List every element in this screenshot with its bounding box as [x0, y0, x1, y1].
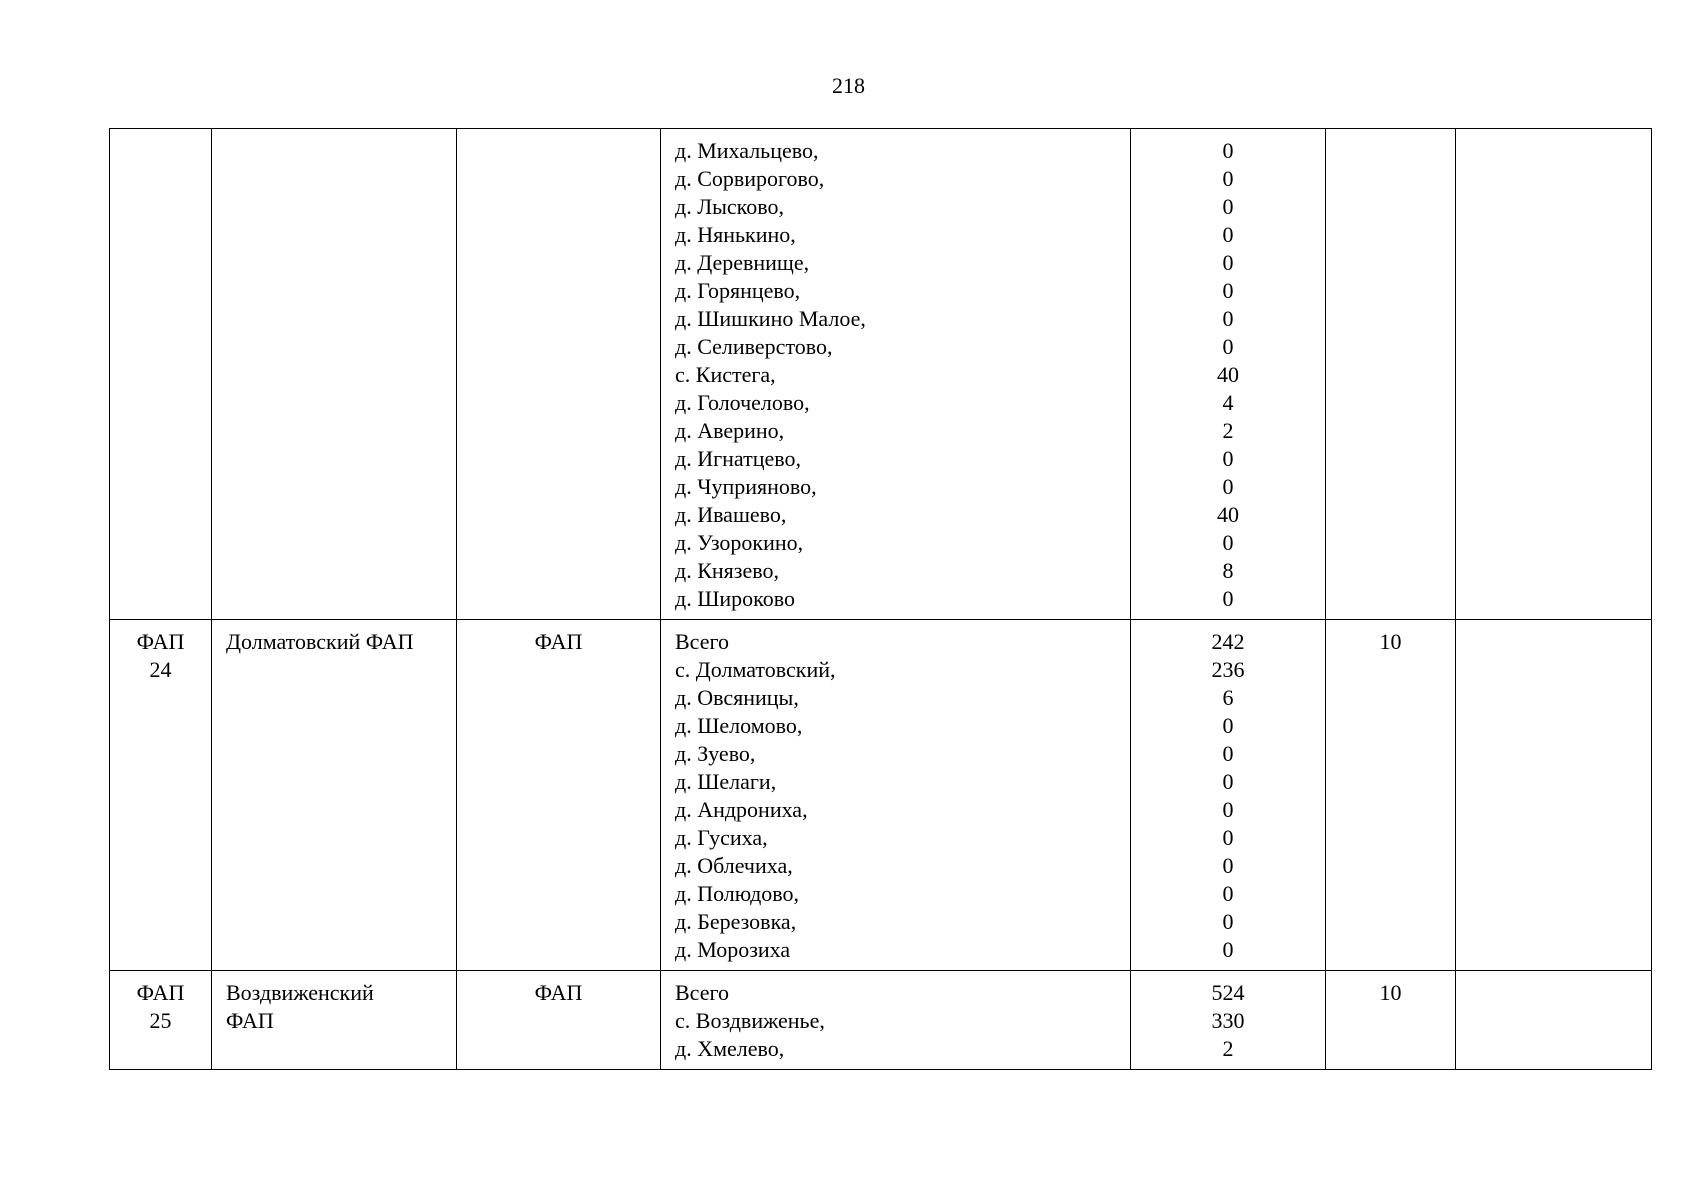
facility-number-line: 25 [149, 1008, 172, 1033]
population-line: 0 [1222, 937, 1234, 962]
table-row [110, 971, 1652, 1070]
population-line: 0 [1222, 194, 1234, 219]
population-line: 0 [1222, 138, 1234, 163]
settlements-cell [661, 620, 1131, 971]
population-line: 2 [1222, 418, 1234, 443]
facility-type-line: ФАП [534, 629, 583, 654]
settlements-line: д. Игнатцево, [675, 446, 801, 471]
table-row [110, 620, 1652, 971]
facility-number-cell [110, 971, 212, 1070]
empty-cell [1456, 971, 1652, 1070]
population-line: 6 [1222, 685, 1234, 710]
value-cell [1326, 620, 1456, 971]
population-line: 0 [1222, 166, 1234, 191]
population-line: 0 [1222, 586, 1234, 611]
population-cell [1131, 129, 1326, 620]
population-line: 0 [1222, 909, 1234, 934]
settlements-line: д. Нянькино, [675, 222, 796, 247]
facility-name-cell [212, 971, 457, 1070]
settlements-line: д. Узорокино, [675, 530, 804, 555]
settlements-line: д. Горянцево, [675, 278, 801, 303]
facility-type-cell [457, 129, 661, 620]
settlements-line: д. Полюдово, [675, 881, 800, 906]
settlements-line: д. Деревнище, [675, 250, 810, 275]
settlements-line: д. Шишкино Малое, [675, 306, 866, 331]
settlements-line: д. Широково [675, 586, 795, 611]
facility-name-cell [212, 129, 457, 620]
population-line: 0 [1222, 797, 1234, 822]
population-line: 0 [1222, 278, 1234, 303]
population-line: 524 [1211, 980, 1245, 1005]
population-line: 4 [1222, 390, 1234, 415]
table-row [110, 129, 1652, 620]
population-cell [1131, 971, 1326, 1070]
settlements-line: д. Селиверстово, [675, 334, 833, 359]
population-cell [1131, 620, 1326, 971]
population-line: 0 [1222, 530, 1234, 555]
settlements-line: д. Андрониха, [675, 797, 808, 822]
population-line: 0 [1222, 881, 1234, 906]
page-number: 218 [832, 73, 865, 98]
settlements-line: д. Морозиха [675, 937, 791, 962]
population-line: 40 [1217, 502, 1239, 527]
settlements-line: с. Долматовский, [675, 657, 836, 682]
population-line: 0 [1222, 713, 1234, 738]
settlements-line: с. Кистега, [675, 362, 776, 387]
population-line: 40 [1217, 362, 1239, 387]
table-body [110, 129, 1652, 1070]
settlements-line: Всего [675, 980, 729, 1005]
settlements-line: д. Шеломово, [675, 713, 803, 738]
settlements-line: д. Хмелево, [675, 1036, 785, 1061]
population-line: 2 [1222, 1036, 1234, 1061]
settlements-cell [661, 129, 1131, 620]
population-line: 0 [1222, 334, 1234, 359]
facility-number-cell [110, 129, 212, 620]
population-line: 0 [1222, 825, 1234, 850]
population-line: 0 [1222, 853, 1234, 878]
population-line: 0 [1222, 306, 1234, 331]
population-line: 0 [1222, 769, 1234, 794]
settlements-line: д. Голочелово, [675, 390, 810, 415]
settlements-line: д. Ивашево, [675, 502, 787, 527]
settlements-line: д. Овсяницы, [675, 685, 799, 710]
population-line: 0 [1222, 222, 1234, 247]
value-cell [1326, 129, 1456, 620]
settlements-line: с. Воздвиженье, [675, 1008, 825, 1033]
value-line: 10 [1379, 980, 1402, 1005]
settlements-cell [661, 971, 1131, 1070]
facilities-table [109, 128, 1652, 1070]
settlements-line: д. Михальцево, [675, 138, 819, 163]
settlements-line: Всего [675, 629, 729, 654]
settlements-line: д. Лысково, [675, 194, 784, 219]
population-line: 0 [1222, 474, 1234, 499]
settlements-line: д. Гусиха, [675, 825, 768, 850]
population-line: 8 [1222, 558, 1234, 583]
facility-type-cell [457, 620, 661, 971]
facility-number-line: 24 [149, 657, 172, 682]
population-line: 0 [1222, 741, 1234, 766]
settlements-line: д. Князево, [675, 558, 779, 583]
population-line: 236 [1211, 657, 1245, 682]
facility-name-line: Воздвиженский [226, 980, 374, 1005]
population-line: 242 [1211, 629, 1245, 654]
facility-name-line: ФАП [226, 1008, 274, 1033]
settlements-line: д. Сорвирогово, [675, 166, 825, 191]
facility-number-cell [110, 620, 212, 971]
facility-name-cell [212, 620, 457, 971]
settlements-line: д. Зуево, [675, 741, 756, 766]
empty-cell [1456, 129, 1652, 620]
facility-type-line: ФАП [534, 980, 583, 1005]
facility-number-line: ФАП [136, 629, 185, 654]
facility-number-line: ФАП [136, 980, 185, 1005]
settlements-line: д. Чуприяново, [675, 474, 817, 499]
empty-cell [1456, 620, 1652, 971]
population-line: 0 [1222, 446, 1234, 471]
facility-type-cell [457, 971, 661, 1070]
facility-name-line: Долматовский ФАП [226, 629, 414, 654]
value-line: 10 [1379, 629, 1402, 654]
settlements-line: д. Березовка, [675, 909, 797, 934]
settlements-line: д. Шелаги, [675, 769, 777, 794]
value-cell [1326, 971, 1456, 1070]
population-line: 0 [1222, 250, 1234, 275]
settlements-line: д. Аверино, [675, 418, 785, 443]
settlements-line: д. Облечиха, [675, 853, 793, 878]
population-line: 330 [1211, 1008, 1245, 1033]
